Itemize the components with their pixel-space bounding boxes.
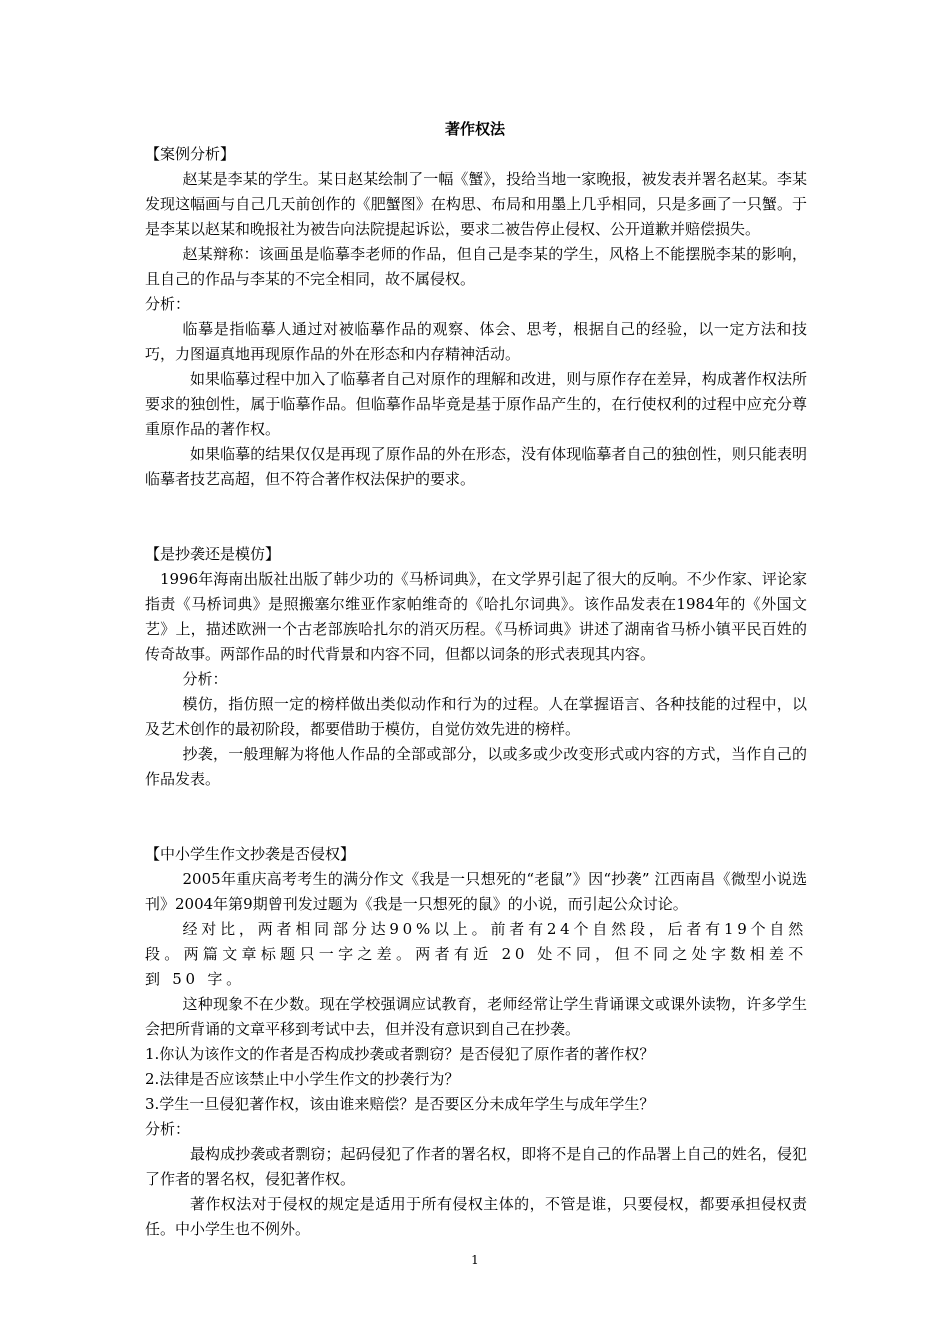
spacer bbox=[145, 817, 807, 842]
question-1: 1.你认为该作文的作者是否构成抄袭或者剽窃？是否侵犯了原作者的著作权？ bbox=[145, 1045, 655, 1063]
paragraph: 赵某辩称：该画虽是临摹李老师的作品，但自己是李某的学生，风格上不能摆脱李某的影响，且自己的作品与李某的不完全相同，故不属侵权。 bbox=[145, 245, 807, 288]
question-2: 2.法律是否应该禁止中小学生作文的抄袭行为？ bbox=[145, 1070, 460, 1088]
paragraph: 如果临摹过程中加入了临摹者自己对原作的理解和改进，则与原作存在差异，构成著作权法所要求的独创性，属于临摹作品。但临摹作品毕竟是基于原作品产生的，在行使权利的过程中应充分尊重原作品的著作权。 bbox=[145, 370, 807, 438]
paragraph: 经对比，两者相同部分达90%以上。前者有24个自然段，后者有19个自然段。两篇文章标题只一字之差。两者有近 20 处不同，但不同之处字数相差不到 50 字。 bbox=[145, 920, 807, 988]
paragraph: 1996年海南出版社出版了韩少功的《马桥词典》，在文学界引起了很大的反响。不少作家、评论家指责《马桥词典》是照搬塞尔维亚作家帕维奇的《哈扎尔词典》。该作品发表在1984年的《外国文艺》上，描述欧洲一个古老部族哈扎尔的消灭历程。《马桥词典》讲述了湖南省马桥小镇平民百姓的传奇故事。两部作品的时代背景和内容不同，但都以词条的形式表现其内容。 bbox=[145, 570, 807, 663]
spacer bbox=[145, 517, 807, 542]
analysis-label: 分析： bbox=[145, 1120, 191, 1138]
paragraph: 2005年重庆高考考生的满分作文《我是一只想死的“老鼠”》因“抄袭” 江西南昌《微型小说选刊》2004年第9期曾刊发过题为《我是一只想死的鼠》的小说，而引起公众讨论。 bbox=[145, 870, 807, 913]
paragraph: 赵某是李某的学生。某日赵某绘制了一幅《蟹》，投给当地一家晚报，被发表并署名赵某。李某发现这幅画与自己几天前创作的《肥蟹图》在构思、布局和用墨上几乎相同，只是多画了一只蟹。于是李某以赵某和晚报社为被告向法院提起诉讼，要求二被告停止侵权、公开道歉并赔偿损失。 bbox=[145, 170, 807, 238]
spacer bbox=[145, 492, 807, 517]
document-body bbox=[145, 142, 807, 1242]
paragraph: 如果临摹的结果仅仅是再现了原作品的外在形态，没有体现临摹者自己的独创性，则只能表明临摹者技艺高超，但不符合著作权法保护的要求。 bbox=[145, 445, 807, 488]
paragraph: 抄袭，一般理解为将他人作品的全部或部分，以或多或少改变形式或内容的方式，当作自己的作品发表。 bbox=[145, 745, 807, 788]
analysis-label: 分析： bbox=[145, 295, 191, 313]
paragraph: 著作权法对于侵权的规定是适用于所有侵权主体的，不管是谁，只要侵权，都要承担侵权责任。中小学生也不例外。 bbox=[145, 1195, 807, 1238]
section-heading-plagiarism-or-imitation: 【是抄袭还是模仿】 bbox=[145, 545, 281, 563]
paragraph: 最构成抄袭或者剽窃；起码侵犯了作者的署名权，即将不是自己的作品署上自己的姓名，侵犯了作者的署名权，侵犯著作权。 bbox=[145, 1145, 807, 1188]
paragraph: 模仿，指仿照一定的榜样做出类似动作和行为的过程。人在掌握语言、各种技能的过程中，以及艺术创作的最初阶段，都要借助于模仿，自觉仿效先进的榜样。 bbox=[145, 695, 807, 738]
section-heading-student-essay: 【中小学生作文抄袭是否侵权】 bbox=[145, 845, 356, 863]
question-3: 3.学生一旦侵犯著作权，该由谁来赔偿？是否要区分未成年学生与成年学生？ bbox=[145, 1095, 655, 1113]
paragraph: 这种现象不在少数。现在学校强调应试教育，老师经常让学生背诵课文或课外读物，许多学生会把所背诵的文章平移到考试中去，但并没有意识到自己在抄袭。 bbox=[145, 995, 807, 1038]
page-number: 1 bbox=[471, 1253, 479, 1267]
paragraph: 临摹是指临摹人通过对被临摹作品的观察、体会、思考，根据自己的经验，以一定方法和技巧，力图逼真地再现原作品的外在形态和内存精神活动。 bbox=[145, 320, 807, 363]
section-heading-case-analysis: 【案例分析】 bbox=[145, 145, 236, 163]
analysis-label: 分析： bbox=[182, 670, 228, 688]
spacer bbox=[145, 792, 807, 817]
page-title: 著作权法 bbox=[444, 120, 505, 138]
